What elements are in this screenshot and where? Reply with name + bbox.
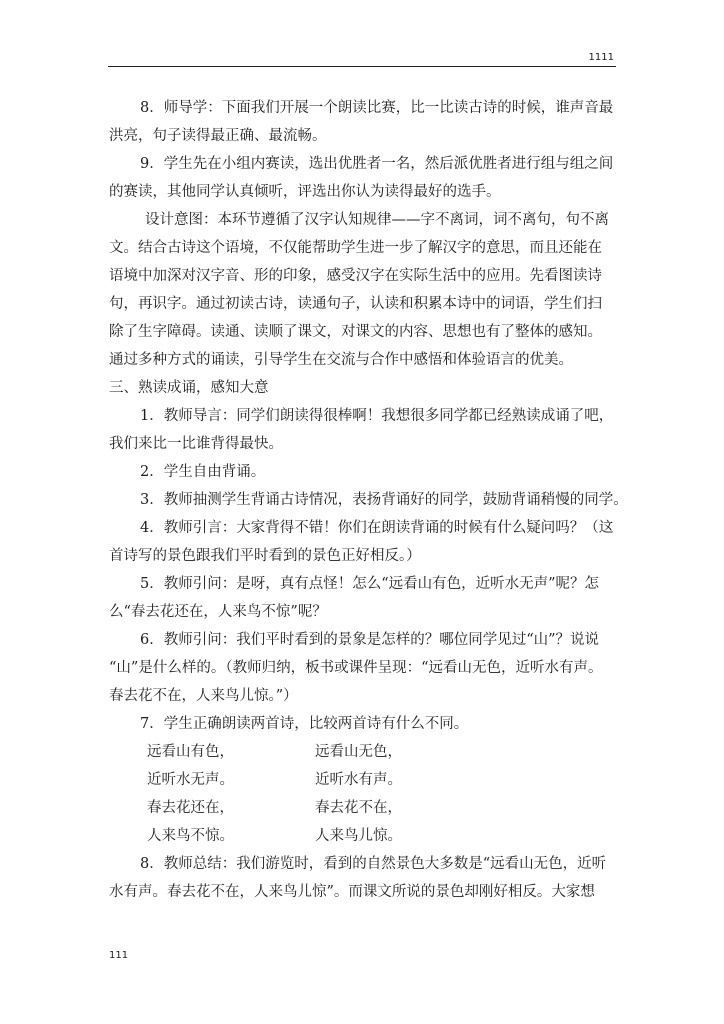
poem-contrast-line: 远看山无色，	[315, 744, 402, 760]
paragraph-line: 文。结合古诗这个语境，不仅能帮助学生进一步了解汉字的意思，而且还能在	[109, 240, 602, 256]
footer-page-number: 111	[109, 950, 129, 961]
paragraph-line: 水有声。春去花不在，人来鸟儿惊”。而课文所说的景色却刚好相反。大家想	[109, 884, 595, 900]
paragraph-line: 我们来比一比谁背得最快。	[109, 436, 283, 452]
paragraph-line: 洪亮，句子读得最正确、最流畅。	[109, 128, 327, 144]
paragraph-line: 首诗写的景色跟我们平时看到的景色正好相反。）	[109, 548, 421, 564]
header-page-number: 1111	[588, 52, 614, 63]
poem-original-line: 远看山有色，	[147, 744, 234, 760]
header-rule	[108, 66, 616, 67]
section-heading: 三、熟读成诵，感知大意	[109, 380, 269, 396]
poem-contrast-line: 春去花不在，	[315, 800, 402, 816]
paragraph-line: 么“春去花还在，人来鸟不惊”呢？	[109, 604, 327, 620]
paragraph-line: 9．学生先在小组内赛读，选出优胜者一名，然后派优胜者进行组与组之间	[140, 156, 614, 172]
paragraph-line: 春去花不在，人来鸟儿惊。”）	[109, 688, 298, 704]
design-intent-line: 设计意图：本环节遵循了汉字认知规律——字不离词，词不离句，句不离	[145, 212, 609, 228]
paragraph-line: 4．教师引言：大家背得不错！你们在朗读背诵的时候有什么疑问吗？（这	[140, 520, 614, 536]
paragraph-line: 8．教师总结：我们游览时，看到的自然景色大多数是“远看山无色，近听	[140, 856, 607, 872]
poem-row	[109, 738, 619, 766]
paragraph-line: 5．教师引问：是呀，真有点怪！怎么“远看山有色，近听水无声”呢？怎	[140, 576, 600, 592]
paragraph-line: 3．教师抽测学生背诵古诗情况，表扬背诵好的同学，鼓励背诵稍慢的同学。	[140, 492, 628, 508]
poem-row	[109, 794, 619, 822]
paragraph-line: 7．学生正确朗读两首诗，比较两首诗有什么不同。	[140, 716, 469, 732]
paragraph-line: 6．教师引问：我们平时看到的景象是怎样的？哪位同学见过“山”？说说	[140, 632, 600, 648]
poem-original-line: 春去花还在，	[147, 800, 234, 816]
poem-row	[109, 822, 619, 850]
paragraph-line: “山”是什么样的。（教师归纳，板书或课件呈现：“远看山无色，近听水有声。	[109, 660, 603, 676]
paragraph-line: 句，再识字。通过初读古诗，读通句子，认读和积累本诗中的词语，学生们扫	[109, 296, 602, 312]
paragraph-line: 通过多种方式的诵读，引导学生在交流与合作中感悟和体验语言的优美。	[109, 352, 573, 368]
document-body	[109, 94, 628, 906]
paragraph-line: 2．学生自由背诵。	[140, 464, 266, 480]
paragraph-line: 1．教师导言：同学们朗读得很棒啊！我想很多同学都已经熟读成诵了吧，	[140, 408, 614, 424]
paragraph-line: 8．师导学：下面我们开展一个朗读比赛，比一比读古诗的时候，谁声音最	[140, 100, 614, 116]
paragraph-line: 除了生字障碍。读通、读顺了课文，对课文的内容、思想也有了整体的感知。	[109, 324, 602, 340]
paragraph-line: 语境中加深对汉字音、形的印象，感受汉字在实际生活中的应用。先看图读诗	[109, 268, 602, 284]
poem-contrast-line: 人来鸟儿惊。	[315, 828, 402, 844]
poem-original-line: 近听水无声。	[147, 772, 234, 788]
paragraph-line: 的赛读，其他同学认真倾听，评选出你认为读得最好的选手。	[109, 184, 501, 200]
poem-original-line: 人来鸟不惊。	[147, 828, 234, 844]
poem-row	[109, 766, 619, 794]
poem-contrast-line: 近听水有声。	[315, 772, 402, 788]
